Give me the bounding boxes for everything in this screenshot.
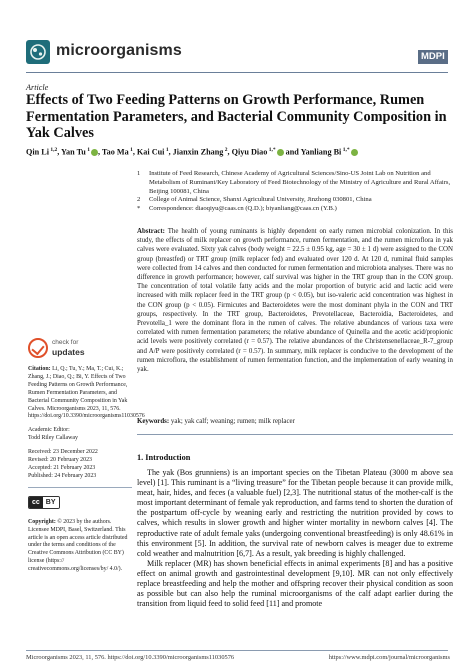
intro-paragraph-1: The yak (Bos grunniens) is an important species on the Tibetan Plateau (3000 m above sea level) [1]. This ruminant is a “living treasure” for the Tibetan people because it can provide milk, meat, hair, hides, and feces (a valuable fuel) [2,3]. The nutritional status of the mother-calf is the most important determinant of female yak reproduction, and farms tend to shorten the duration of the postpartum off-cycle by weaning early and restricting the nutrition provided by cows to calves, which results in slower growth and higher winter mortality in newborn calves [4]. The reproductive rate of adult female yaks (undergoing conventional breastfeeding) is only 48.61% in this environment [5]. In addition, the survival rate of newborn calves is meager due to extreme cold weather and malnutrition [6,7]. As a result, yak breeding is highly challenged. (137, 468, 453, 558)
history-dates (28, 449, 132, 481)
journal-name: microorganisms (56, 42, 182, 59)
author-affiliation-mark: 1,2 (48, 147, 58, 153)
article-sidebar (28, 366, 145, 580)
footer-citation[interactable]: Microorganisms 2023, 11, 576. https://doi.org/10.3390/microorganisms11030576 (26, 654, 235, 661)
copyright-text: © 2023 by the authors. Licensee MDPI, Basel, Switzerland. This article is an open access article distributed under the terms and conditions of the Creative Commons Attribution (CC BY) license (https:// creativecommons.org/licenses/by/ 4.0/). (28, 518, 128, 573)
keywords (137, 418, 453, 425)
author-affiliation-mark: 1 (85, 147, 90, 153)
copyright-block (28, 519, 132, 574)
author-affiliation-mark: 1,* (341, 147, 350, 153)
intro-body (137, 468, 453, 609)
author-name: Kai Cui (136, 147, 165, 157)
accepted-date: Accepted: 21 February 2023 (28, 464, 96, 471)
keywords-rule (137, 434, 453, 435)
orcid-icon[interactable] (351, 149, 358, 156)
by-icon: BY (43, 497, 59, 508)
article-type: Article (26, 83, 49, 92)
revised-date: Revised: 20 February 2023 (28, 457, 92, 464)
orcid-icon[interactable] (277, 149, 284, 156)
author-affiliation-mark: 1,* (267, 147, 276, 153)
author-name: Yanliang Bi (300, 147, 342, 157)
author-list: Qin Li $^{1,2}$, Yan Tu $^1$ , Tao Ma $^1$, Kai Cui $^1$, Jianxin Zhang $^2$, Qiyu Diao $^{1,*}$ and Yanliang Bi $^{1,*}$ (26, 147, 456, 157)
received-date: Received: 23 December 2022 (28, 449, 98, 456)
author-name: Qin Li (26, 147, 49, 157)
citation-text[interactable]: Li, Q.; Tu, Y.; Ma, T.; Cui, K.; Zhang, J.; Diao, Q.; Bi, Y. Effects of Two Feeding Patterns on Growth Performance, Rumen Fermentation Parameters, and Bacterial Community Composition in Yak Calves. Microorganisms 2023, 11, 576. https://doi.org/10.3390/microorganisms11030576 (28, 366, 145, 420)
header-rule (26, 72, 448, 73)
academic-editor (28, 427, 132, 443)
author-affiliation-mark: 1 (128, 147, 133, 153)
affiliation-mark: 1 (137, 170, 141, 177)
microorganisms-logo-icon (26, 40, 50, 64)
keywords-label: Keywords: (137, 418, 170, 425)
author-name: Qiyu Diao (231, 147, 268, 157)
affiliations (137, 170, 453, 214)
check-updates-line2: updates (52, 347, 85, 357)
affiliation-mark: 2 (137, 196, 141, 204)
cc-icon: cc (29, 497, 43, 508)
affiliation-text: Correspondence: diaoqiyu@caas.cn (Q.D.); biyanliang@caas.cn (Y.B.) (149, 205, 337, 213)
affiliation-text: College of Animal Science, Shanxi Agricultural University, Jinzhong 030801, China (149, 196, 372, 204)
citation-block (28, 366, 145, 421)
footer-rule (26, 650, 448, 651)
author-name: Tao Ma (101, 147, 129, 157)
editor-name: Todd Riley Callaway (28, 435, 78, 442)
article-title: Effects of Two Feeding Patterns on Growth Performance, Rumen Fermentation Parameters, and Bacterial Community Composition in Yak Calves (26, 92, 447, 142)
footer-journal-link[interactable]: https://www.mdpi.com/journal/microorganisms (328, 654, 450, 661)
affiliation-row (137, 170, 453, 196)
author-name: Yan Tu (61, 147, 86, 157)
intro-paragraph-2: Milk replacer (MR) has shown beneficial effects in animal experiments [8] and has a positive effect on animal growth and gastrointestinal development [9,10]. MR can not only effectively replace breastfeeding and help the mother and offspring recover their physical condition as soon as possible but can also help the ruminal microorganisms of the calf adapt earlier during the transition from liquid feed to solid feed [11] and promote (137, 558, 453, 609)
author-name: Jianxin Zhang (172, 147, 224, 157)
orcid-icon[interactable] (91, 149, 98, 156)
abstract-text: The health of young ruminants is highly dependent on early rumen microbial colonization. In this study, the effects of milk replacer on growth performance, rumen fermentation, and the rumen microflora in yak calves were evaluated. Sixty yak calves (body weight = 22.5 ± 0.95 kg, age = 30 ± 1 d) were assigned to the CON group (breastfed) or TRT group (milk replacer fed) and evaluated over 120 d. At 120 d, ruminal fluid samples were collected from 14 calves and then conducted for rumen fermentation and microbiota analyses. There was no difference in growth performance; however, calf survival was higher in the TRT group than in the CON group. The concentration of total volatile fatty acids and the molar proportion of butyric acid and lactic acid were increased with milk replacer feed in the TRT group (p < 0.05), but iso-valeric acid concentration was highest in the CON group (p < 0.05). Firmicutes and Bacteroidetes were the most dominant phyla in the CON and TRT groups, respectively. In the TRT group, Bacteroidetes, Prevotellaceae, Bacteroidia, Bacteroidetes, and Prevotella_1 were the dominant flora in the rumen of calves. The relative abundances of various taxa were correlated with rumen fermentation parameters; the relative abundance of Quinella and the acetic acid/propionic acid levels were positively correlated (r = 0.57). The relative abundances of the Christensenellaceae_R-7_group and A/P were positively correlated (r = 0.57). In summary, milk replacer is conducive to the development of the rumen microflora, the establishment of rumen fermentation function, and the implementation of early weaning in yak. (137, 228, 453, 374)
affiliation-text: Institute of Feed Research, Chinese Academy of Agricultural Sciences/Sino-US Joint Lab on Nutrition and Metabolism of Ruminant/Key Laboratory of Feed Biotechnology of the Ministry of Agriculture and Rural Affairs, Beijing 100081, China (149, 170, 451, 195)
check-updates-icon (28, 338, 48, 358)
editor-label: Academic Editor: (28, 427, 70, 434)
intro-heading: 1. Introduction (137, 453, 191, 462)
copyright-label: Copyright: (28, 518, 56, 525)
keywords-text: yak; yak calf; weaning; rumen; milk replacer (170, 418, 295, 425)
affiliation-mark: * (137, 205, 141, 213)
affiliation-row (137, 196, 453, 205)
abstract (137, 227, 453, 374)
published-date: Published: 24 February 2023 (28, 472, 97, 479)
check-updates-line1: check for (52, 339, 79, 346)
check-for-updates-button[interactable] (28, 336, 108, 362)
affiliation-row (137, 205, 453, 214)
sidebar-rule (28, 487, 132, 488)
author-affiliation-mark: 1 (164, 147, 169, 153)
cc-by-license-badge[interactable] (28, 496, 60, 509)
citation-label: Citation: (28, 366, 51, 372)
author-affiliation-mark: 2 (223, 147, 228, 153)
publisher-logo[interactable] (418, 46, 448, 60)
abstract-label: Abstract: (137, 228, 165, 235)
publisher-name: MDPI (418, 50, 448, 64)
